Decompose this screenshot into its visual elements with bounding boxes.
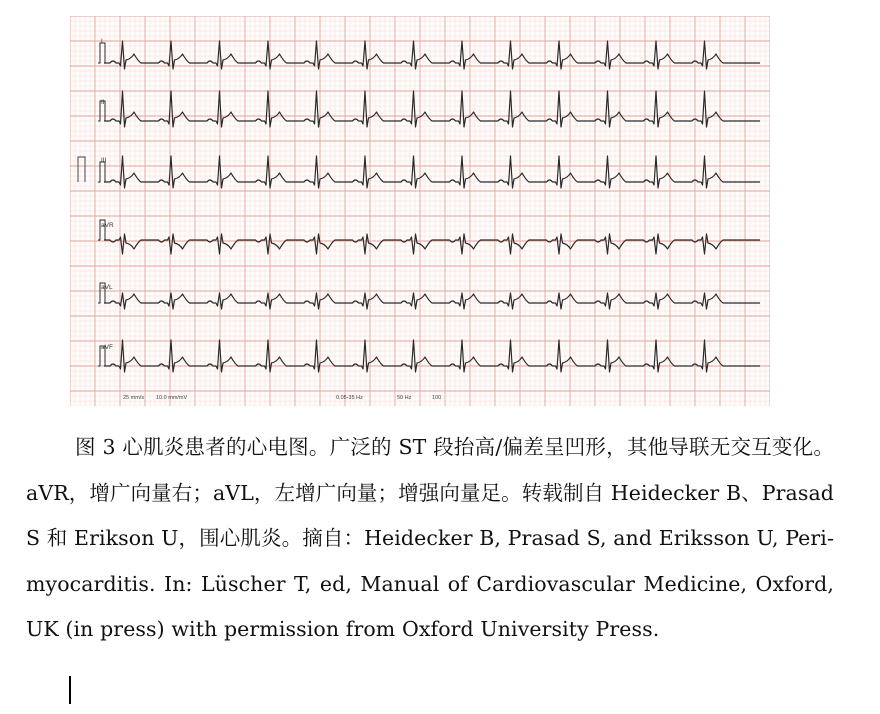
lead-label-avr: aVR <box>101 222 114 229</box>
footer-label-filter: 0.05-35 Hz <box>336 395 363 401</box>
lead-label-i: I <box>101 38 103 45</box>
lead-label-iii: III <box>101 157 107 164</box>
footer-label-code: 100 <box>432 395 442 401</box>
trace-lead-ii <box>104 91 760 127</box>
text-cursor <box>69 676 71 704</box>
footer-label-gain: 10.0 mm/mV <box>156 395 188 401</box>
trace-lead-i <box>104 41 760 69</box>
lead-label-avl: aVL <box>101 284 113 291</box>
figure-caption: 图 3 心肌炎患者的心电图。广泛的 ST 段抬高/偏差呈凹形，其他导联无交互变化。aVR，增广向量右；aVL，左增广向量；增强向量足。转载制自 Heidecker B、Prasad S 和 Erikson U，围心肌炎。摘自：Heidecker B, Prasad S, and Eriksson U, Peri-myocarditis. In: Lüscher T, ed, Manual of Cardiovascular Medicine, Oxford, UK (in press) with permission from Oxford University Press. <box>26 435 834 642</box>
ecg-strip <box>70 16 770 406</box>
footer-label-mains: 50 Hz <box>397 395 412 401</box>
calibration-pulse <box>98 162 107 182</box>
ecg-figure <box>70 16 770 406</box>
lead-label-ii: II <box>101 99 105 106</box>
lead-label-avf: aVF <box>101 344 113 351</box>
footer-label-speed: 25 mm/s <box>123 395 145 401</box>
